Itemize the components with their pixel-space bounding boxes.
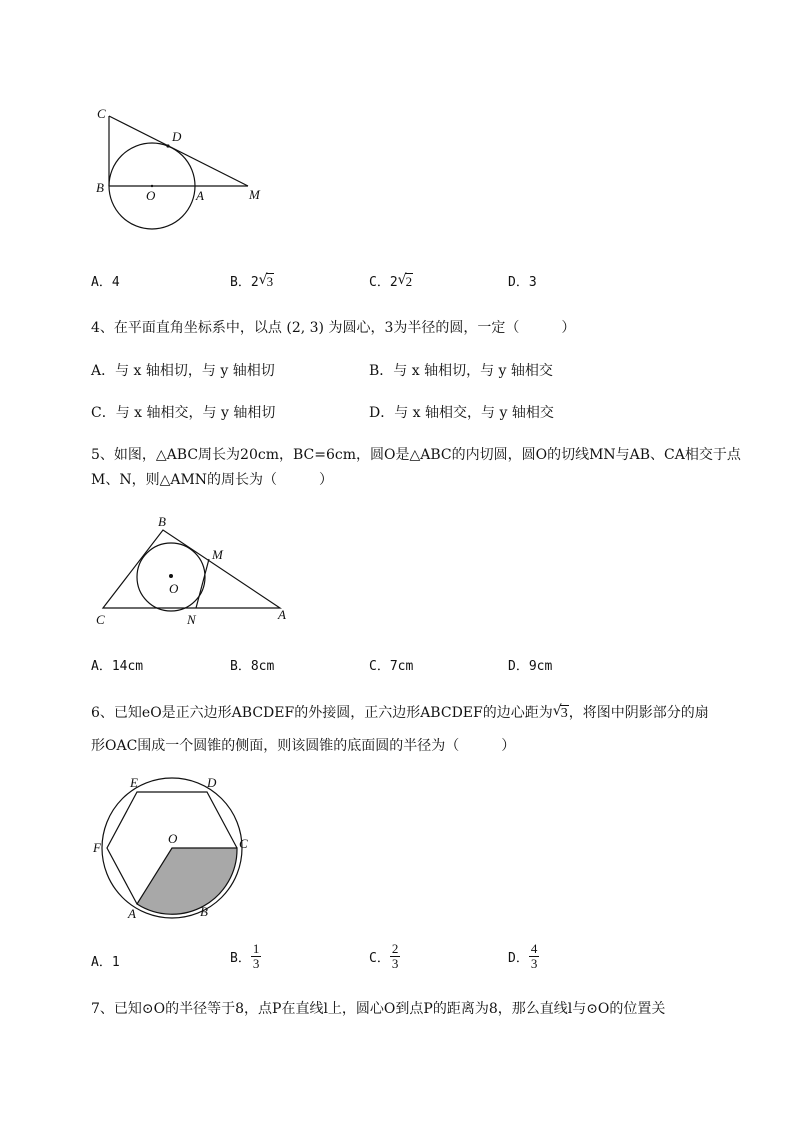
q4-option-b[interactable]: B．与 x 轴相切，与 y 轴相交 bbox=[369, 363, 553, 379]
q7-stem: 7、已知⊙O的半径等于8，点P在直线l上，圆心O到点P的距离为8，那么直线l与⊙O的位置关 bbox=[91, 1001, 666, 1017]
q6-stem-line-2: 形OAC围成一个圆锥的侧面，则该圆锥的底面圆的半径为（ ） bbox=[91, 738, 516, 754]
q3-option-c-prefix: C．2 bbox=[369, 275, 398, 290]
point-o bbox=[169, 574, 173, 578]
q6-option-b-prefix: B． bbox=[230, 951, 251, 966]
q6-stem-line-1-pre: 6、已知eO是正六边形ABCDEF的外接圆，正六边形ABCDEF的边心距为 bbox=[91, 705, 553, 721]
label-c: C bbox=[97, 106, 106, 121]
label-f: F bbox=[93, 840, 101, 855]
label-a: A bbox=[278, 607, 286, 622]
label-o: O bbox=[168, 831, 178, 846]
tangent-mn bbox=[196, 559, 209, 608]
segment-cm bbox=[109, 116, 248, 186]
q4-option-c[interactable]: C．与 x 轴相交，与 y 轴相切 bbox=[91, 405, 276, 421]
label-c: C bbox=[239, 836, 248, 851]
q5-stem-line-1: 5、如图，△ABC周长为20cm，BC=6cm，圆O是△ABC的内切圆，圆O的切线MN与AB、CA相交于点 bbox=[91, 447, 741, 463]
label-d: D bbox=[207, 775, 217, 790]
q4-stem: 4、在平面直角坐标系中，以点 (2, 3) 为圆心，3为半径的圆，一定（ ） bbox=[91, 320, 576, 336]
sqrt-symbol: √ 3 bbox=[258, 272, 274, 289]
label-d: D bbox=[172, 129, 182, 144]
label-o: O bbox=[146, 188, 156, 203]
q6-option-c[interactable] bbox=[369, 942, 400, 971]
label-b: B bbox=[96, 180, 104, 195]
q5-stem-line-2: M、N，则△AMN的周长为（ ） bbox=[91, 472, 334, 488]
point-o bbox=[151, 185, 153, 187]
q3-option-b-prefix: B．2 bbox=[230, 275, 259, 290]
label-o: O bbox=[169, 581, 179, 596]
q4-option-a[interactable]: A．与 x 轴相切，与 y 轴相切 bbox=[91, 363, 275, 379]
label-a: A bbox=[196, 188, 204, 203]
q6-option-b[interactable] bbox=[230, 942, 261, 971]
fraction: $\frac{2}{3}$ bbox=[391, 941, 399, 971]
label-b: B bbox=[200, 904, 208, 919]
q5-option-b[interactable]: B．8cm bbox=[230, 659, 275, 674]
label-b: B bbox=[158, 514, 166, 529]
q5-option-c[interactable]: C．7cm bbox=[369, 659, 414, 674]
fraction: $\frac{4}{3}$ bbox=[530, 941, 538, 971]
point-d bbox=[166, 144, 169, 147]
sqrt-symbol: √ 2 bbox=[397, 272, 413, 289]
label-a: A bbox=[128, 906, 136, 921]
triangle-abc bbox=[103, 530, 280, 608]
q6-stem-line-1 bbox=[91, 703, 709, 724]
q3-option-d[interactable]: D．3 bbox=[508, 275, 537, 290]
figure-q3-circle-tangent bbox=[88, 100, 278, 235]
figure-q5-incircle bbox=[92, 512, 292, 630]
q6-option-d-prefix: D． bbox=[508, 951, 529, 966]
fraction: $\frac{1}{3}$ bbox=[252, 941, 260, 971]
q3-option-a[interactable]: A．4 bbox=[91, 275, 120, 290]
q5-option-d[interactable]: D．9cm bbox=[508, 659, 553, 674]
shaded-sector-oac bbox=[137, 848, 237, 914]
label-m: M bbox=[249, 187, 260, 202]
label-m: M bbox=[212, 547, 223, 562]
q6-option-d[interactable] bbox=[508, 942, 539, 971]
label-c: C bbox=[96, 612, 105, 627]
q4-option-d[interactable]: D．与 x 轴相交，与 y 轴相交 bbox=[369, 405, 554, 421]
q3-option-c[interactable] bbox=[369, 271, 413, 290]
figure-q6-hexagon bbox=[88, 772, 258, 922]
q3-option-b[interactable] bbox=[230, 271, 274, 290]
label-e: E bbox=[130, 775, 138, 790]
q6-option-c-prefix: C． bbox=[369, 951, 390, 966]
q5-option-a[interactable]: A．14cm bbox=[91, 659, 144, 674]
q6-option-a[interactable]: A．1 bbox=[91, 955, 120, 970]
q6-stem-line-1-post: ，将图中阴影部分的扇 bbox=[568, 705, 709, 721]
label-n: N bbox=[187, 612, 196, 627]
sqrt-symbol: √ 3 bbox=[552, 703, 568, 721]
